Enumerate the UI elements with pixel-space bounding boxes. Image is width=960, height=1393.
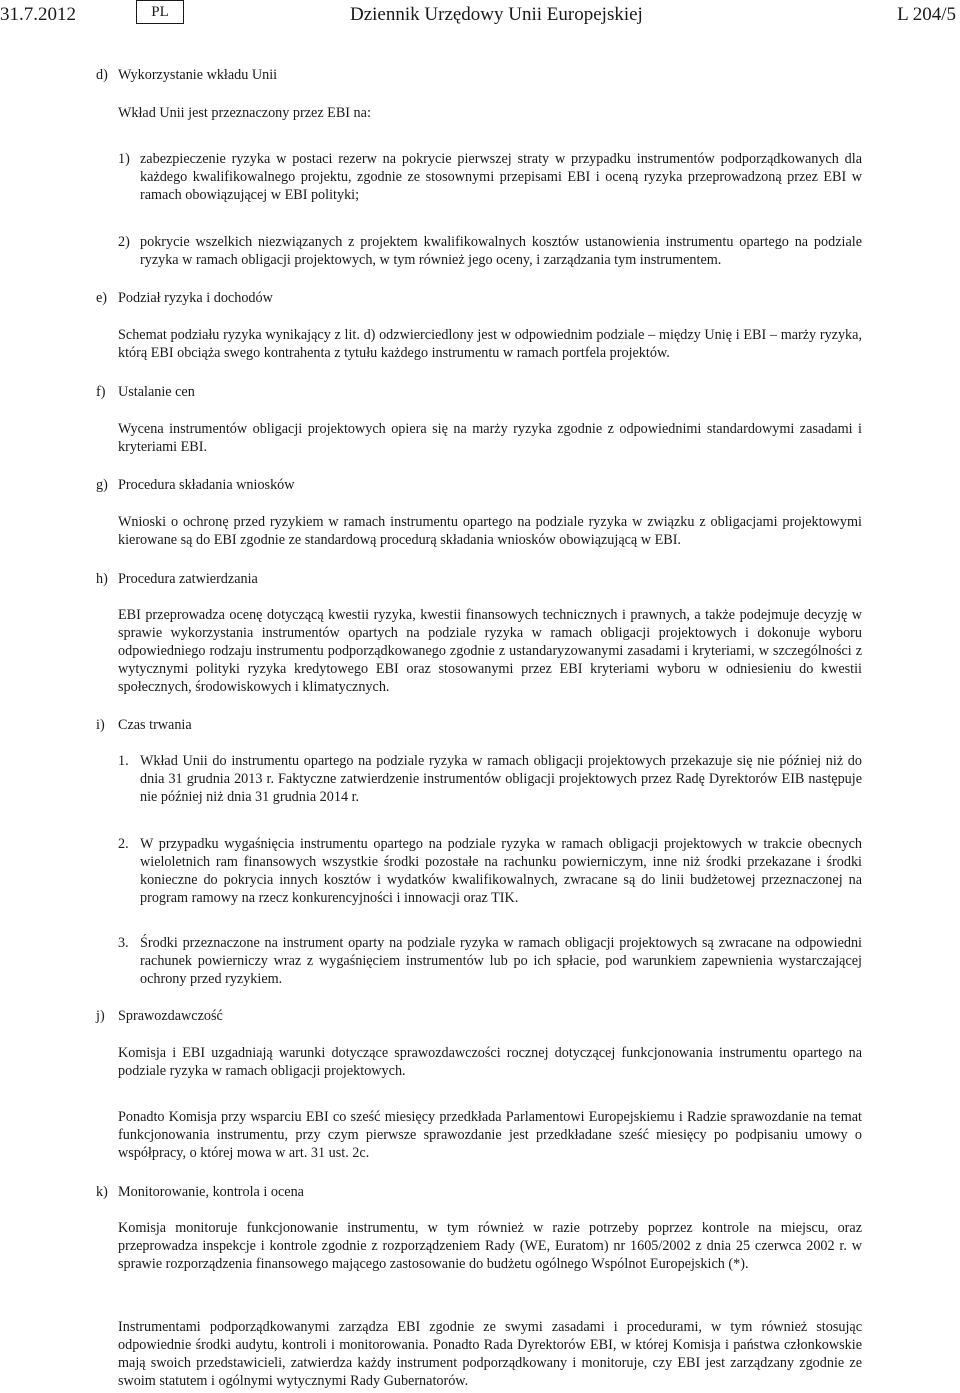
journal-title: Dziennik Urzędowy Unii Europejskiej bbox=[350, 4, 643, 25]
section-e-text: Schemat podziału ryzyka wynikający z lit. d) odzwierciedlony jest w odpowiednim podziale – między Unię i EBI – marży ryzyka, którą EBI obciąża swego kontrahenta z tytułu każdego instrumentu w ramach portfela projektów. bbox=[118, 327, 862, 361]
list-item-number: 1) bbox=[118, 151, 130, 167]
list-item-text: zabezpieczenie ryzyka w postaci rezerw na pokrycie pierwszej straty w przypadku instrumentów podporządkowanych dla każdego kwalifikowalnego projektu, zgodnie ze stosownymi przepisami EBI i oceną ryzyka przeprowadzoną przez EBI w ramach obowiązującej w EBI polityki; bbox=[140, 151, 862, 203]
section-h-text: EBI przeprowadza ocenę dotyczącą kwestii ryzyka, kwestii finansowych technicznych i prawnych, a także podejmuje decyzję w sprawie wykorzystania instrumentów opartych na podziale ryzyka w ramach obligacji projektowych i dokonuje wyboru odpowiedniego rodzaju instrumentu podporządkowanego zgodnie z ustandaryzowanymi zasadami i kryteriami, w szczególności z wytycznymi polityki ryzyka kredytowego EBI oraz stosowanymi przez EBI kryteriami wyboru w odniesieniu do kwestii społecznych, środowiskowych i klimatycznych. bbox=[118, 607, 862, 695]
language-badge: PL bbox=[136, 0, 184, 24]
publication-date: 31.7.2012 bbox=[0, 4, 76, 25]
section-heading-e bbox=[96, 289, 273, 307]
section-k-paragraph: Komisja monitoruje funkcjonowanie instrumentu, w tym również w razie potrzeby poprzez kontrole na miejscu, oraz przeprowadza inspekcje i kontrole zgodnie z rozporządzeniem Rady (WE, Euratom) nr 1605/2002 z dnia 25 czerwca 2002 r. w sprawie rozporządzenia finansowego mającego zastosowanie do budżetu ogólnego Wspólnot Europejskich (*). bbox=[118, 1220, 862, 1272]
section-label: i) bbox=[96, 717, 105, 733]
section-label: e) bbox=[96, 290, 108, 306]
section-heading-i bbox=[96, 716, 192, 734]
section-title: Sprawozdawczość bbox=[118, 1008, 223, 1024]
section-heading-h bbox=[96, 570, 258, 588]
section-title: Procedura składania wniosków bbox=[118, 477, 295, 493]
list-item bbox=[118, 233, 862, 269]
section-heading-g bbox=[96, 476, 295, 494]
section-g-text: Wnioski o ochronę przed ryzykiem w ramach instrumentu opartego na podziale ryzyka w związku z obligacjami projektowymi kierowane są do EBI zgodnie ze standardową procedurą składania wniosków obowiązującą w EBI. bbox=[118, 514, 862, 548]
section-title: Monitorowanie, kontrola i ocena bbox=[118, 1184, 304, 1200]
list-item-number: 2. bbox=[118, 836, 129, 852]
section-heading-f bbox=[96, 383, 195, 401]
section-f-text: Wycena instrumentów obligacji projektowych opiera się na marży ryzyka zgodnie z odpowiednimi standardowymi zasadami i kryteriami EBI. bbox=[118, 421, 862, 455]
list-item-number: 3. bbox=[118, 935, 129, 951]
section-title: Procedura zatwierdzania bbox=[118, 571, 258, 587]
list-item bbox=[118, 752, 862, 806]
section-heading-j bbox=[96, 1007, 223, 1025]
list-item bbox=[118, 934, 862, 988]
section-label: k) bbox=[96, 1184, 108, 1200]
section-label: d) bbox=[96, 67, 108, 83]
section-heading-d bbox=[96, 66, 277, 84]
section-title: Czas trwania bbox=[118, 717, 192, 733]
page-number: L 204/5 bbox=[897, 4, 956, 25]
list-item bbox=[118, 835, 862, 907]
list-item-text: pokrycie wszelkich niezwiązanych z projektem kwalifikowalnych kosztów ustanowienia instrumentu opartego na podziale ryzyka w ramach obligacji projektowych, w tym również jego oceny, i zarządzania tym instrumentem. bbox=[140, 234, 862, 268]
section-label: g) bbox=[96, 477, 108, 493]
list-item-number: 1. bbox=[118, 753, 129, 769]
section-label: f) bbox=[96, 384, 106, 400]
list-item-text: W przypadku wygaśnięcia instrumentu opartego na podziale ryzyka w ramach obligacji projektowych w trakcie obecnych wieloletnich ram finansowych wszystkie środki pozostałe na rachunku powierniczym, inne niż środki przekazane i środki konieczne do pokrycia innych kosztów i wydatków kwalifikowalnych, zwracane są do linii budżetowej przeznaczonej na program ramowy na rzecz konkurencyjności i innowacji oraz TIK. bbox=[140, 836, 862, 906]
list-item bbox=[118, 150, 862, 204]
section-title: Wykorzystanie wkładu Unii bbox=[118, 67, 278, 83]
section-title: Ustalanie cen bbox=[118, 384, 195, 400]
section-heading-k bbox=[96, 1183, 304, 1201]
section-j-paragraph: Ponadto Komisja przy wsparciu EBI co sześć miesięcy przedkłada Parlamentowi Europejskiemu i Radzie sprawozdanie na temat funkcjonowania instrumentu, przy czym pierwsze sprawozdanie jest przedkładane sześć miesięcy po podpisaniu umowy o współpracy, o której mowa w art. 31 ust. 2c. bbox=[118, 1109, 862, 1161]
section-k-paragraph: Instrumentami podporządkowanymi zarządza EBI zgodnie ze swymi zasadami i procedurami, w tym również stosując odpowiednie środki audytu, kontroli i monitorowania. Ponadto Rada Dyrektorów EBI, w której Komisja i państwa członkowskie mają swoich przedstawicieli, zatwierdza każdy instrument podporządkowany i monitoruje, czy EBI jest zarządzany zgodnie ze swoim statutem i ogólnymi wytycznymi Rady Gubernatorów. bbox=[118, 1319, 862, 1389]
section-title: Podział ryzyka i dochodów bbox=[118, 290, 273, 306]
section-d-intro: Wkład Unii jest przeznaczony przez EBI na: bbox=[118, 105, 371, 121]
section-label: j) bbox=[96, 1008, 105, 1024]
section-label: h) bbox=[96, 571, 108, 587]
list-item-text: Wkład Unii do instrumentu opartego na podziale ryzyka w ramach obligacji projektowych przekazuje się nie później niż do dnia 31 grudnia 2013 r. Faktyczne zatwierdzenie instrumentów obligacji projektowych przez Radę Dyrektorów EIB następuje nie później niż dnia 31 grudnia 2014 r. bbox=[140, 753, 862, 805]
list-item-number: 2) bbox=[118, 234, 130, 250]
section-j-paragraph: Komisja i EBI uzgadniają warunki dotyczące sprawozdawczości rocznej dotyczącej funkcjonowania instrumentu opartego na podziale ryzyka w ramach obligacji projektowych. bbox=[118, 1045, 862, 1079]
list-item-text: Środki przeznaczone na instrument oparty na podziale ryzyka w ramach obligacji projektowych są zwracane na odpowiedni rachunek powierniczy wraz z wygaśnięciem instrumentów lub po ich spłacie, pod warunkiem zapewnienia wystarczającej ochrony przed ryzykiem. bbox=[140, 935, 862, 987]
